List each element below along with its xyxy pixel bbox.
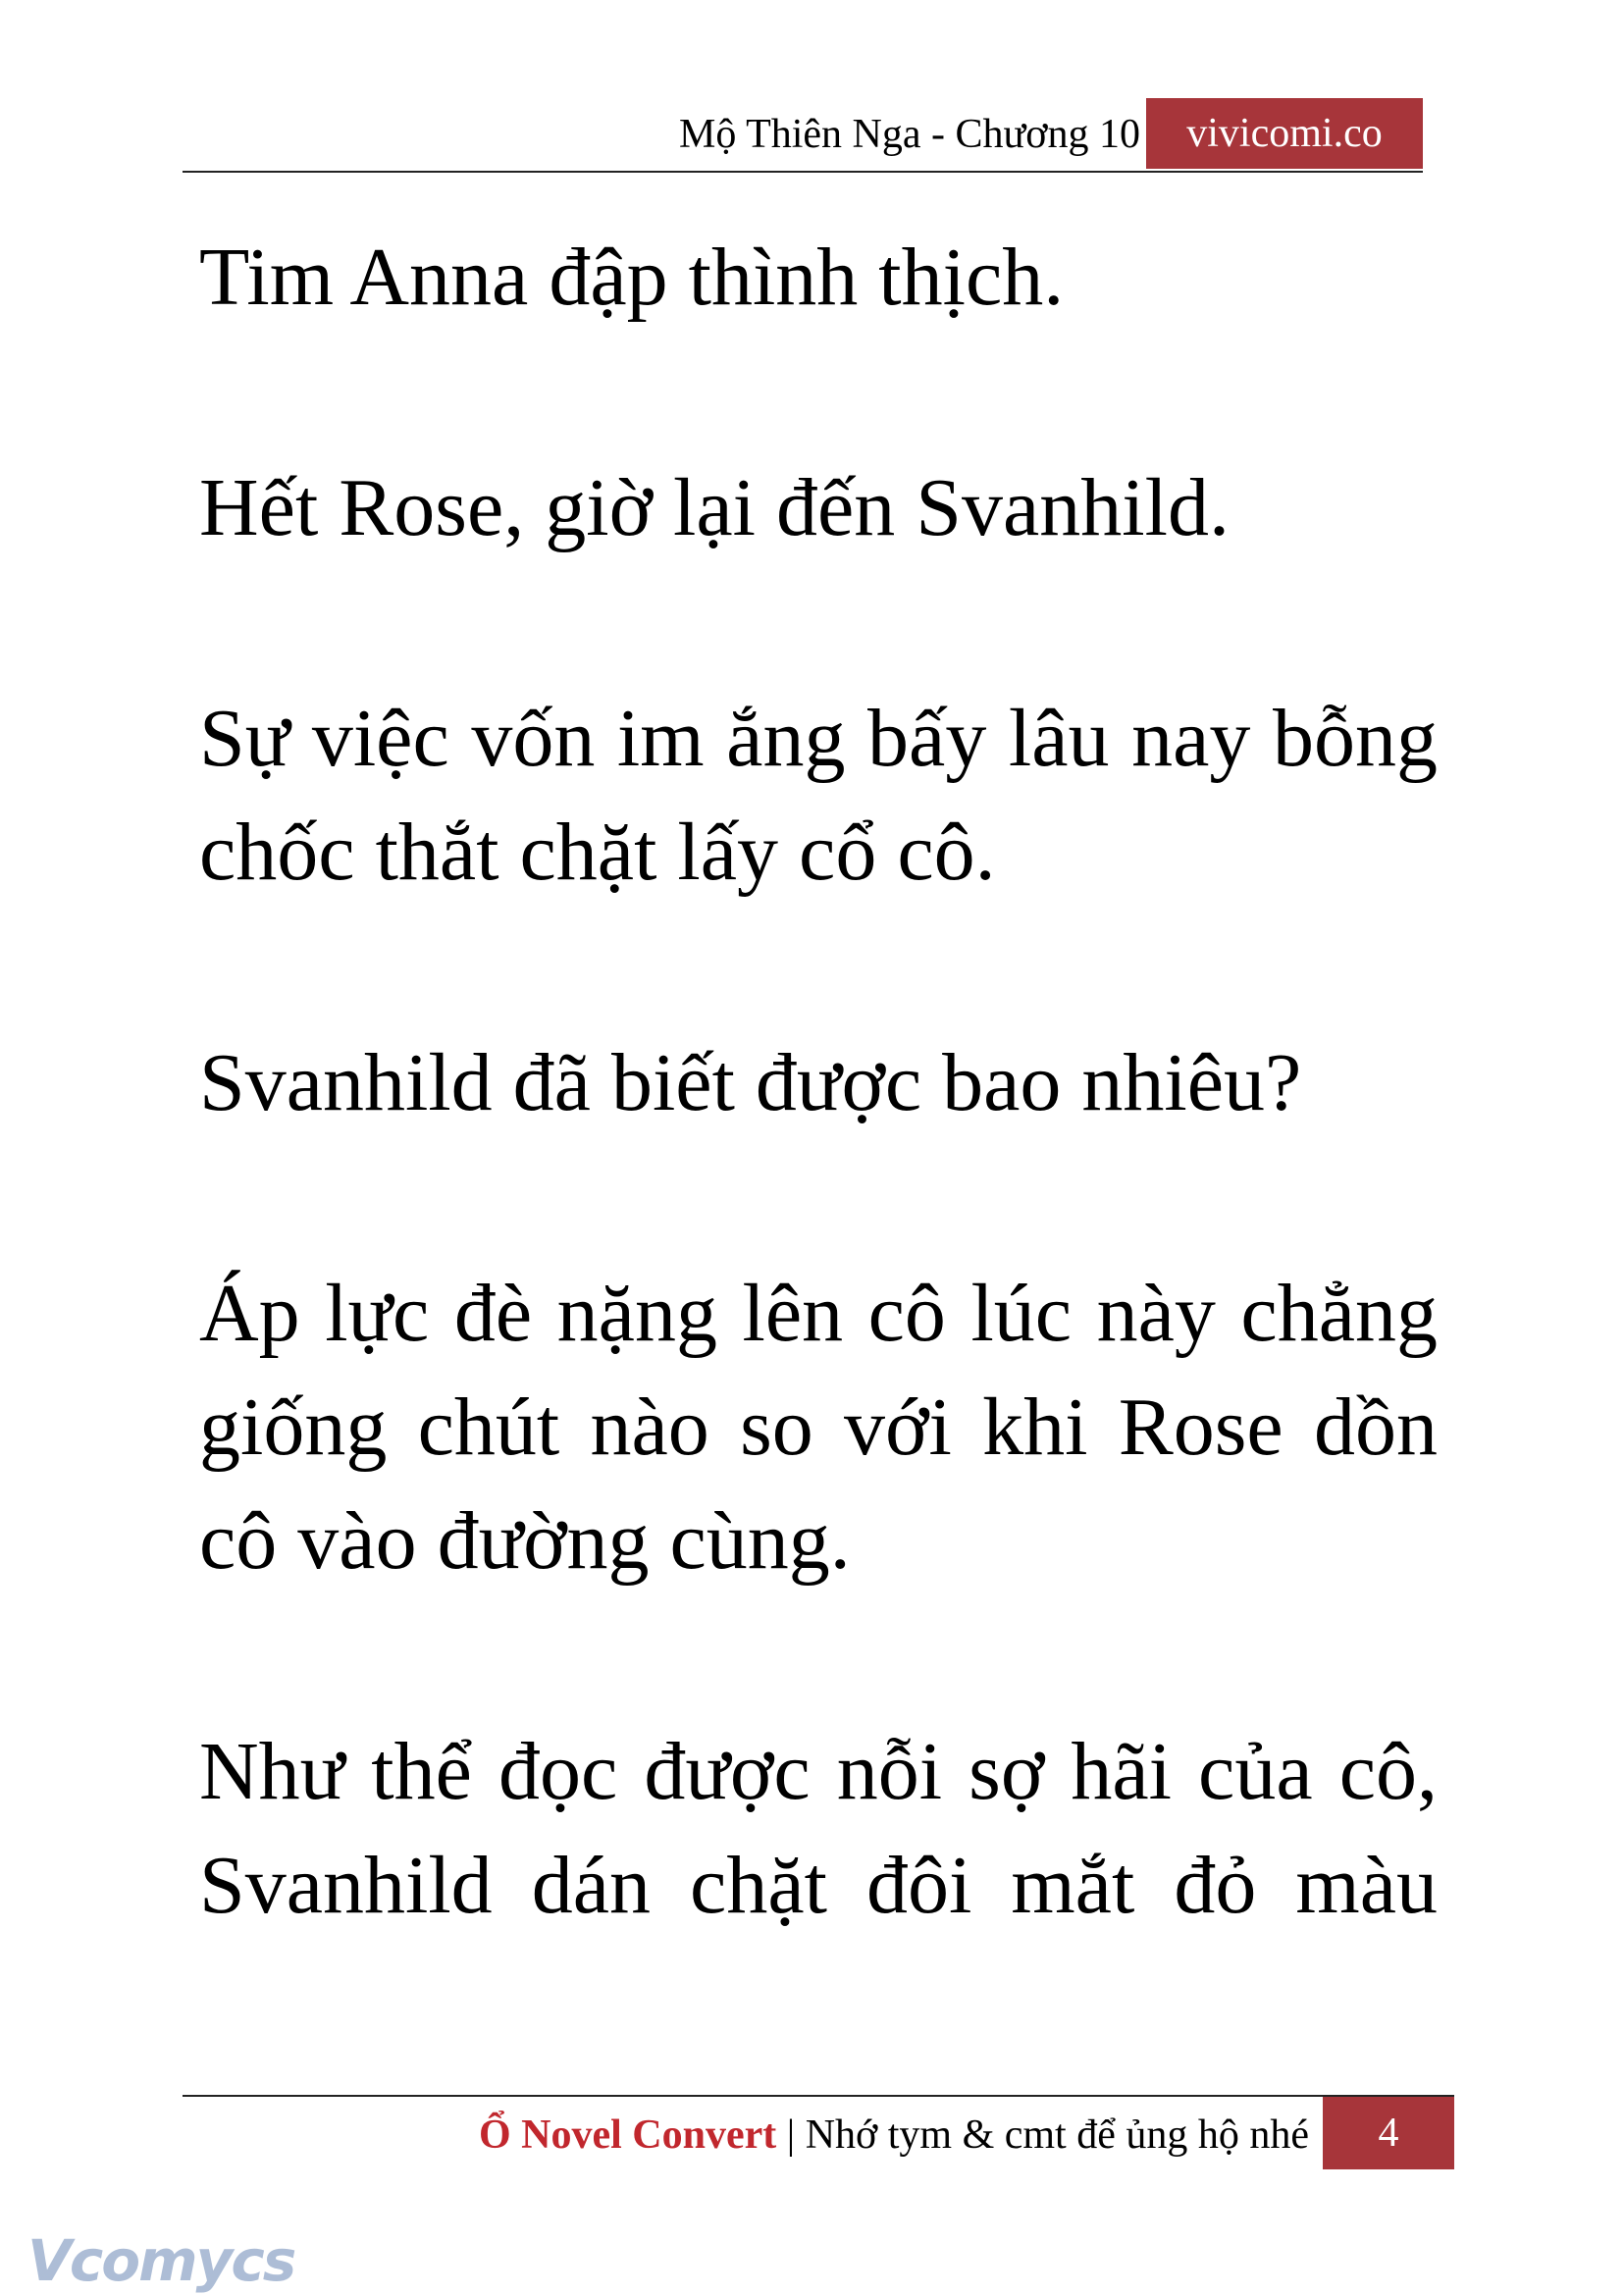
paragraph-4 <box>199 1026 1438 1140</box>
chapter-text <box>199 221 1438 2060</box>
page-header <box>183 98 1423 173</box>
paragraph-6 <box>199 1715 1438 1943</box>
line: Hết Rose, giờ lại đến Svanhild. <box>199 462 1230 553</box>
footer-text <box>479 2111 1309 2160</box>
chapter-title: Mộ Thiên Nga - Chương 10 <box>679 112 1140 157</box>
line: Tim Anna đập thình thịch. <box>199 232 1065 323</box>
line: giống chút nào so với khi Rose dồn <box>199 1382 1438 1473</box>
paragraph-5 <box>199 1257 1438 1598</box>
footer-brand: Ổ Novel Convert <box>478 2112 777 2158</box>
line: Áp lực đè nặng lên cô lúc này chẳng <box>199 1268 1438 1359</box>
line: Svanhild đã biết được bao nhiêu? <box>199 1037 1302 1128</box>
line: cô vào đường cùng. <box>199 1495 851 1587</box>
line: chốc thắt chặt lấy cổ cô. <box>199 807 996 898</box>
paragraph-2 <box>199 451 1438 565</box>
paragraph-3 <box>199 682 1438 910</box>
watermark-logo: Vcomycs <box>27 2227 295 2294</box>
site-badge[interactable]: vivicomi.co <box>1146 98 1423 169</box>
page-number: 4 <box>1323 2097 1454 2169</box>
line: Svanhild dán chặt đôi mắt đỏ màu <box>199 1840 1438 1931</box>
line: Như thể đọc được nỗi sợ hãi của cô, <box>199 1726 1438 1817</box>
line: Sự việc vốn im ắng bấy lâu nay bỗng <box>199 693 1438 784</box>
footer-separator: | <box>776 2112 806 2158</box>
page-footer <box>183 2095 1454 2169</box>
footer-message: Nhớ tym & cmt để ủng hộ nhé <box>805 2112 1309 2158</box>
paragraph-1 <box>199 221 1438 335</box>
